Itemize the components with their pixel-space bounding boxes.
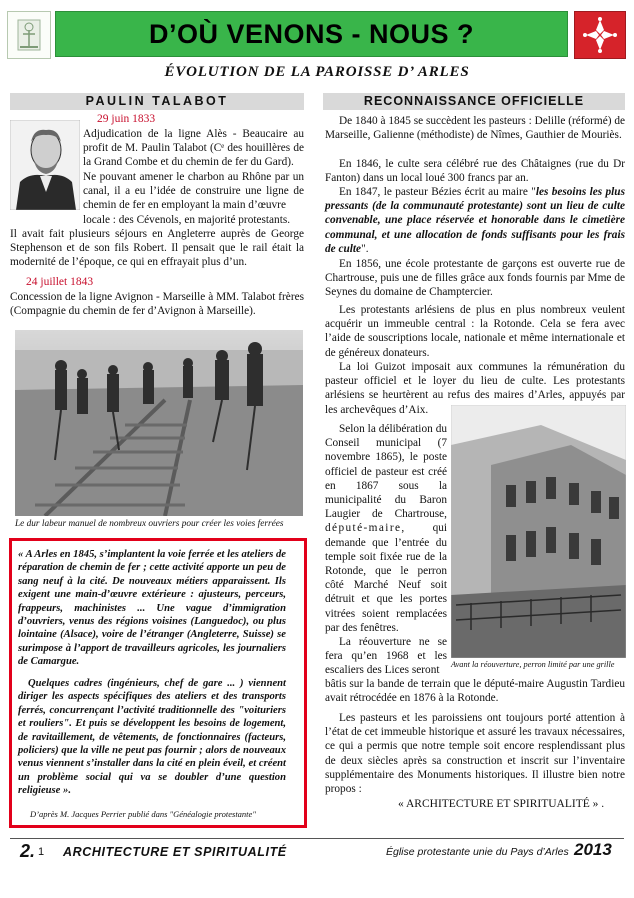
reopening-text-end: bâtis sur la bande de terrain que le député-maire Augustin Tardieu avait rétrocédée en 1876 à la Rotonde. [325,678,625,705]
quote-paragraph-2: Quelques cadres (ingénieurs, chef de gare ... ) viennent diriger les aspects spécifiques des ateliers et des transports ferrés, concurrençant l’activité traditionnelle des "voituriers et rouliers". Et puis se développent les besoins de logement, de ravitaillement, de vêtements, de fonctionnaires (facteurs, policiers) que la ville ne peut pas fournir ; alors de nouveaux venus viennent s’installer dans la cité en plein éveil, et créent un problème social qui va se doubler d’une question religieuse ». [18,678,286,797]
railway-workers-photo [15,330,303,516]
quote-source: D’après M. Jacques Perrier publié dans "Généalogie protestante" [30,809,256,819]
rotonde-paragraph: Les protestants arlésiens de plus en plus nombreux veulent acquérir un immeuble central : la Rotonde. Cela se fera avec l’aide de souscriptions locale, nationale et même internationale et de généreux donateurs. [325,304,625,359]
title-banner [55,11,568,57]
date-1843: 24 juillet 1843 [26,276,94,288]
page-subnumber: 1 [38,846,45,858]
footer-theme: ARCHITECTURE ET SPIRITUALITÉ [63,845,287,859]
deliberation-text-b: qui demande que l’entrée du temple soit fixée rue de la Rotonde, que le perron côté Marché Neuf soit détruit et que les portes vitrées soient remplacées par des fenêtres. [325,522,447,634]
railway-idea-paragraph-end: locale : des Cévenols, en majorité protestants. [83,214,291,226]
bezies-letter-quote: les besoins les plus pressants (de la communauté protestante) sont un lieu de culte convenable, une place réservée et honorable dans le cimetière communal, et une allocation de fonds suffisants pour les frais de culte [325,186,625,255]
reopening-text: La réouverture ne se fera qu’en 1968 et les escaliers des Lices seront [325,636,447,677]
footer-year: 2013 [574,840,612,859]
temple-facade-photo [451,405,626,658]
bezies-letter-lead: En 1847, le pasteur Bézies écrit au maire " [339,186,536,198]
talabot-portrait-image [10,120,80,210]
bezies-letter-end: ". [361,242,369,255]
section-heading-talabot: PAULIN TALABOT [10,93,304,110]
deputy-mayor-text: député-maire, [325,522,406,535]
railway-photo-caption: Le dur labeur manuel de nombreux ouvriers pour créer les voies ferrées [15,519,284,529]
temple-photo-caption: Avant la réouverture, perron limité par une grille [451,660,615,669]
bezies-letter-paragraph [325,185,625,256]
deliberation-text-a: Selon la délibération du Conseil municipal (7 novembre 1865), le poste officiel de pasteur est créé en 1867 sous la municipalité du Baron Laugier de Chartrouse, [325,423,447,521]
pastors-paragraph: De 1840 à 1845 se succèdent les pasteurs : Delille (réformé) de Marseille, Galienne (méthodiste) de Nîmes, Gauthier de Mouriès. [325,115,625,142]
concession-paragraph: Concession de la ligne Avignon - Marseille à MM. Talabot frères (Compagnie du chemin de fer d’Avignon à Marseille). [10,291,304,318]
closing-motto: « ARCHITECTURE ET SPIRITUALITÉ » . [398,798,605,810]
england-stays-paragraph: Il avait fait plusieurs séjours en Angleterre auprès de George Stephenson et de son fils Robert. Il pensait que le rail était la modernité de l’époque, ce qui en effrayait plus d’un. [10,228,304,269]
school-1856-paragraph: En 1856, une école protestante de garçons est ouverte rue de Chartrouse, puis une de filles grâce aux fonds fournis par Mme de Seynes du domaine de Champtercier. [325,258,625,299]
guizot-law-paragraph: La loi Guizot imposait aux communes la rémunération du pasteur officiel et le loyer du lieu de culte. Les protestants arlésiens se heurtèrent au refus des maires d’Arles, appuyés par les archevêques d’Aix. [325,361,625,416]
section-heading-reconnaissance: RECONNAISSANCE OFFICIELLE [323,93,625,110]
page-subtitle: ÉVOLUTION DE LA PAROISSE D’ ARLES [164,64,470,80]
worship-1846-paragraph: En 1846, le culte sera célébré rue des Châtaignes (rue du Dr Fanton) dans un local loué 300 francs par an. [325,158,625,185]
deliberation-paragraph [325,422,447,678]
heritage-paragraph: Les pasteurs et les paroissiens ont toujours porté attention à l’état de cet immeuble historique et assuré les travaux nécessaires, ce qui a permis que notre temple soit encore resplendissant plus de deux siècles après sa construction et inscrit sur l’inventaire supplémentaire des Monuments historiques. Il illustre bien notre propos : [325,712,625,796]
page-number: 2. [20,841,36,861]
page-title: D’OÙ VENONS - NOUS ? [148,18,475,49]
quote-paragraph-1: « A Arles en 1845, s’implantent la voie ferrée et les ateliers de réparation de chemin de fer ; cette activité apporte un peu de sang neuf à la cité. De nouveaux métiers apparaissent. Ils exigent une main-d’œuvre extérieure : ajusteurs, perceurs, frappeurs, machinistes ... Une vague d’immigration d’ouvriers, venus des régions voisines (Languedoc), ou plus lointaine (Alsace), voire de l’étranger (Angleterre, Suisse) se surimpose à l’apport de travailleurs agricoles, les journaliers de Camargue. [18,549,286,668]
huguenot-cross-icon [574,11,626,59]
footer-church-name: Église protestante unie du Pays d’Arles [386,846,569,858]
railway-idea-paragraph: Ne pouvant amener le charbon au Rhône par un canal, il a eu l’idée de construire une ligne de chemin de fer en employant la main d’œuvre [83,171,304,212]
adjudication-paragraph: Adjudication de la ligne Alès - Beaucaire au profit de M. Paulin Talabot (Cᵉ des houillères de la Grand Combe et du chemin de fer du Gard). [83,128,304,169]
huguenot-emblem-icon [7,11,51,59]
footer-divider [10,838,624,839]
date-1833: 29 juin 1833 [97,113,156,125]
